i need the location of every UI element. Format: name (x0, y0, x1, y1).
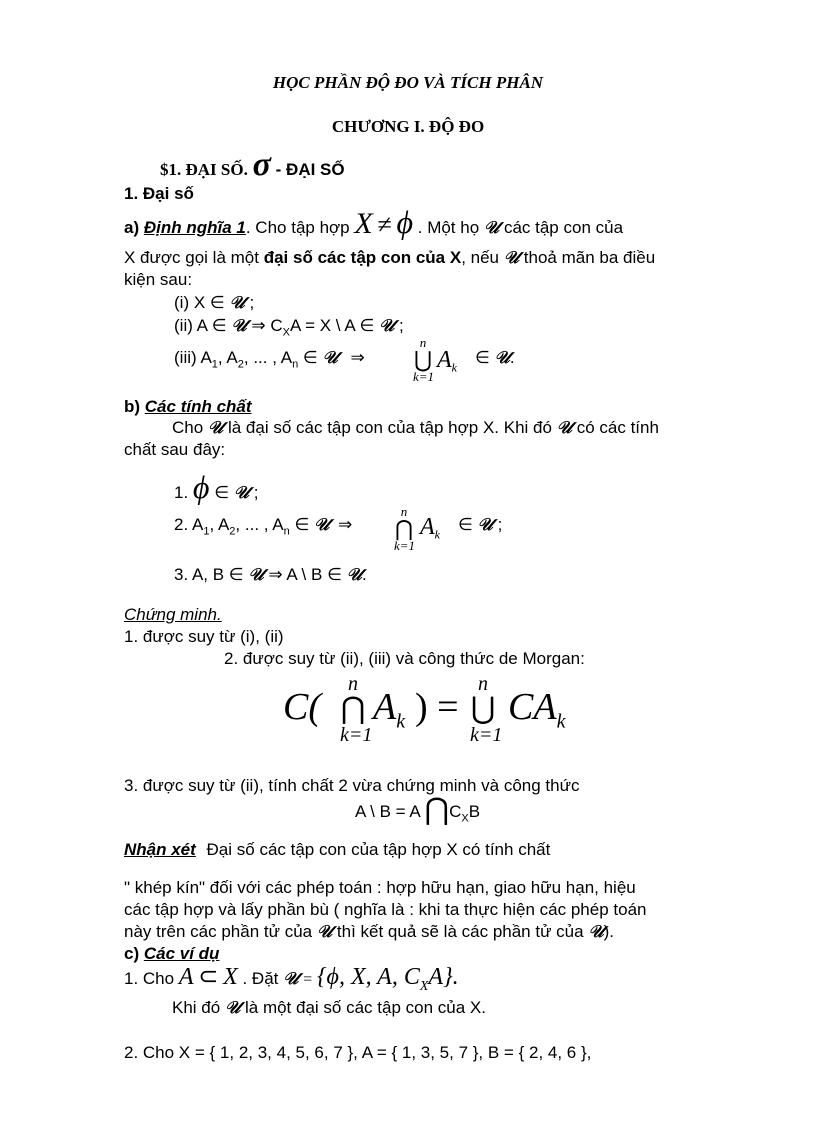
chapter-title: CHƯƠNG I. ĐỘ ĐO (331, 117, 485, 136)
remark-line-1: Nhận xét Đại số các tập con của tập hợp X có tính chất (124, 840, 551, 859)
properties-intro-2: chất sau đây: (124, 440, 226, 459)
property-3: 3. A, B ∈ 𝒰 ⇒ A \ B ∈ 𝒰. (174, 565, 367, 584)
intersection-term: $A_k$ (420, 514, 440, 542)
condition-ii: (ii) A ∈ 𝒰 ⇒ $C_XA = X$ \ A ∈ 𝒰 ; (174, 316, 404, 339)
definition-line-1: a) Định nghĩa 1. Cho tập hợp X ≠ ϕ . Một họ 𝒰 các tập con của (124, 204, 624, 240)
remark-line-3: các tập hợp và lấy phần bù ( nghĩa là : khi ta thực hiện các phép toán (124, 900, 647, 919)
proof-line-1: 1. được suy từ (i), (ii) (124, 627, 284, 646)
proof-formula-3: A \ B = A $⋂C_XB$ (355, 793, 481, 826)
property-2: 2. $A_1$, $A_2$, ... , $A_n$ ∈ 𝒰 ⇒ (174, 515, 353, 538)
remark-line-2: " khép kín" đối với các phép toán : hợp hữu hạn, giao hữu hạn, hiệu (124, 878, 636, 897)
sigma-symbol: σ (252, 146, 271, 183)
algebra-symbol: 𝒰 (483, 218, 500, 237)
de-morgan-formula: C( n ⋂ k=1 $A_k$ ) = n ⋃ k=1 $CA_k$ (283, 673, 566, 746)
examples-heading: c) Các ví dụ (124, 944, 220, 963)
formula-x-neq-empty: X (354, 207, 373, 240)
union-term: $A_k$ (437, 347, 457, 375)
condition-iii-end: ∈ 𝒰. (475, 348, 515, 367)
empty-set-symbol: ϕ (192, 469, 210, 505)
empty-set-symbol: ϕ (396, 204, 414, 240)
examples-title: Các ví dụ (143, 944, 220, 963)
property-1: 1. ϕ ∈ 𝒰 ; (174, 469, 259, 505)
remark-title: Nhận xét (124, 840, 196, 859)
section-heading-rest: - ĐẠI SỐ (275, 160, 345, 179)
example-1-line-1: 1. Cho A ⊂ X . Đặt 𝒰 = {ϕ, X, A, $C_XA$}. (124, 964, 459, 994)
course-title: HỌC PHẦN ĐỘ ĐO VÀ TÍCH PHÂN (272, 73, 544, 92)
section-heading (160, 146, 345, 183)
subsection-title: 1. Đại số (124, 184, 194, 203)
condition-iii: (iii) $A_1$, $A_2$, ... , $A_n$ ∈ 𝒰 ⇒ (174, 348, 365, 371)
property-2-end: ∈ 𝒰 ; (458, 515, 503, 534)
example-1-line-2: Khi đó 𝒰 là một đại số các tập con của X. (172, 998, 486, 1017)
proof-title: Chứng minh. (124, 605, 222, 624)
definition-line-3: kiện sau: (124, 270, 193, 289)
intersection-operator: n ⋂ k=1 (394, 504, 416, 553)
proof-line-2: 2. được suy từ (ii), (iii) và công thức de Morgan: (224, 649, 585, 668)
remark-line-4: này trên các phần tử của 𝒰 thì kết quả sẽ là các phần tử của 𝒰). (124, 922, 615, 941)
example-2: 2. Cho X = { 1, 2, 3, 4, 5, 6, 7 }, A = { 1, 3, 5, 7 }, B = { 2, 4, 6 }, (124, 1043, 592, 1062)
definition-title: Định nghĩa 1 (143, 218, 246, 237)
definition-line-2: X được gọi là một đại số các tập con của X, nếu 𝒰 thoả mãn ba điều (124, 248, 656, 267)
condition-i: (i) X ∈ 𝒰 ; (174, 293, 255, 312)
properties-heading: b) Các tính chất (124, 397, 252, 416)
section-number: $1. ĐẠI SỐ. (160, 160, 248, 179)
properties-intro-1: Cho 𝒰 là đại số các tập con của tập hợp X. Khi đó 𝒰 có các tính (172, 418, 659, 437)
union-operator: n ⋃ k=1 (413, 335, 435, 384)
properties-title: Các tính chất (144, 397, 252, 416)
proof-line-3: 3. được suy từ (ii), tính chất 2 vừa chứng minh và công thức (124, 776, 580, 795)
